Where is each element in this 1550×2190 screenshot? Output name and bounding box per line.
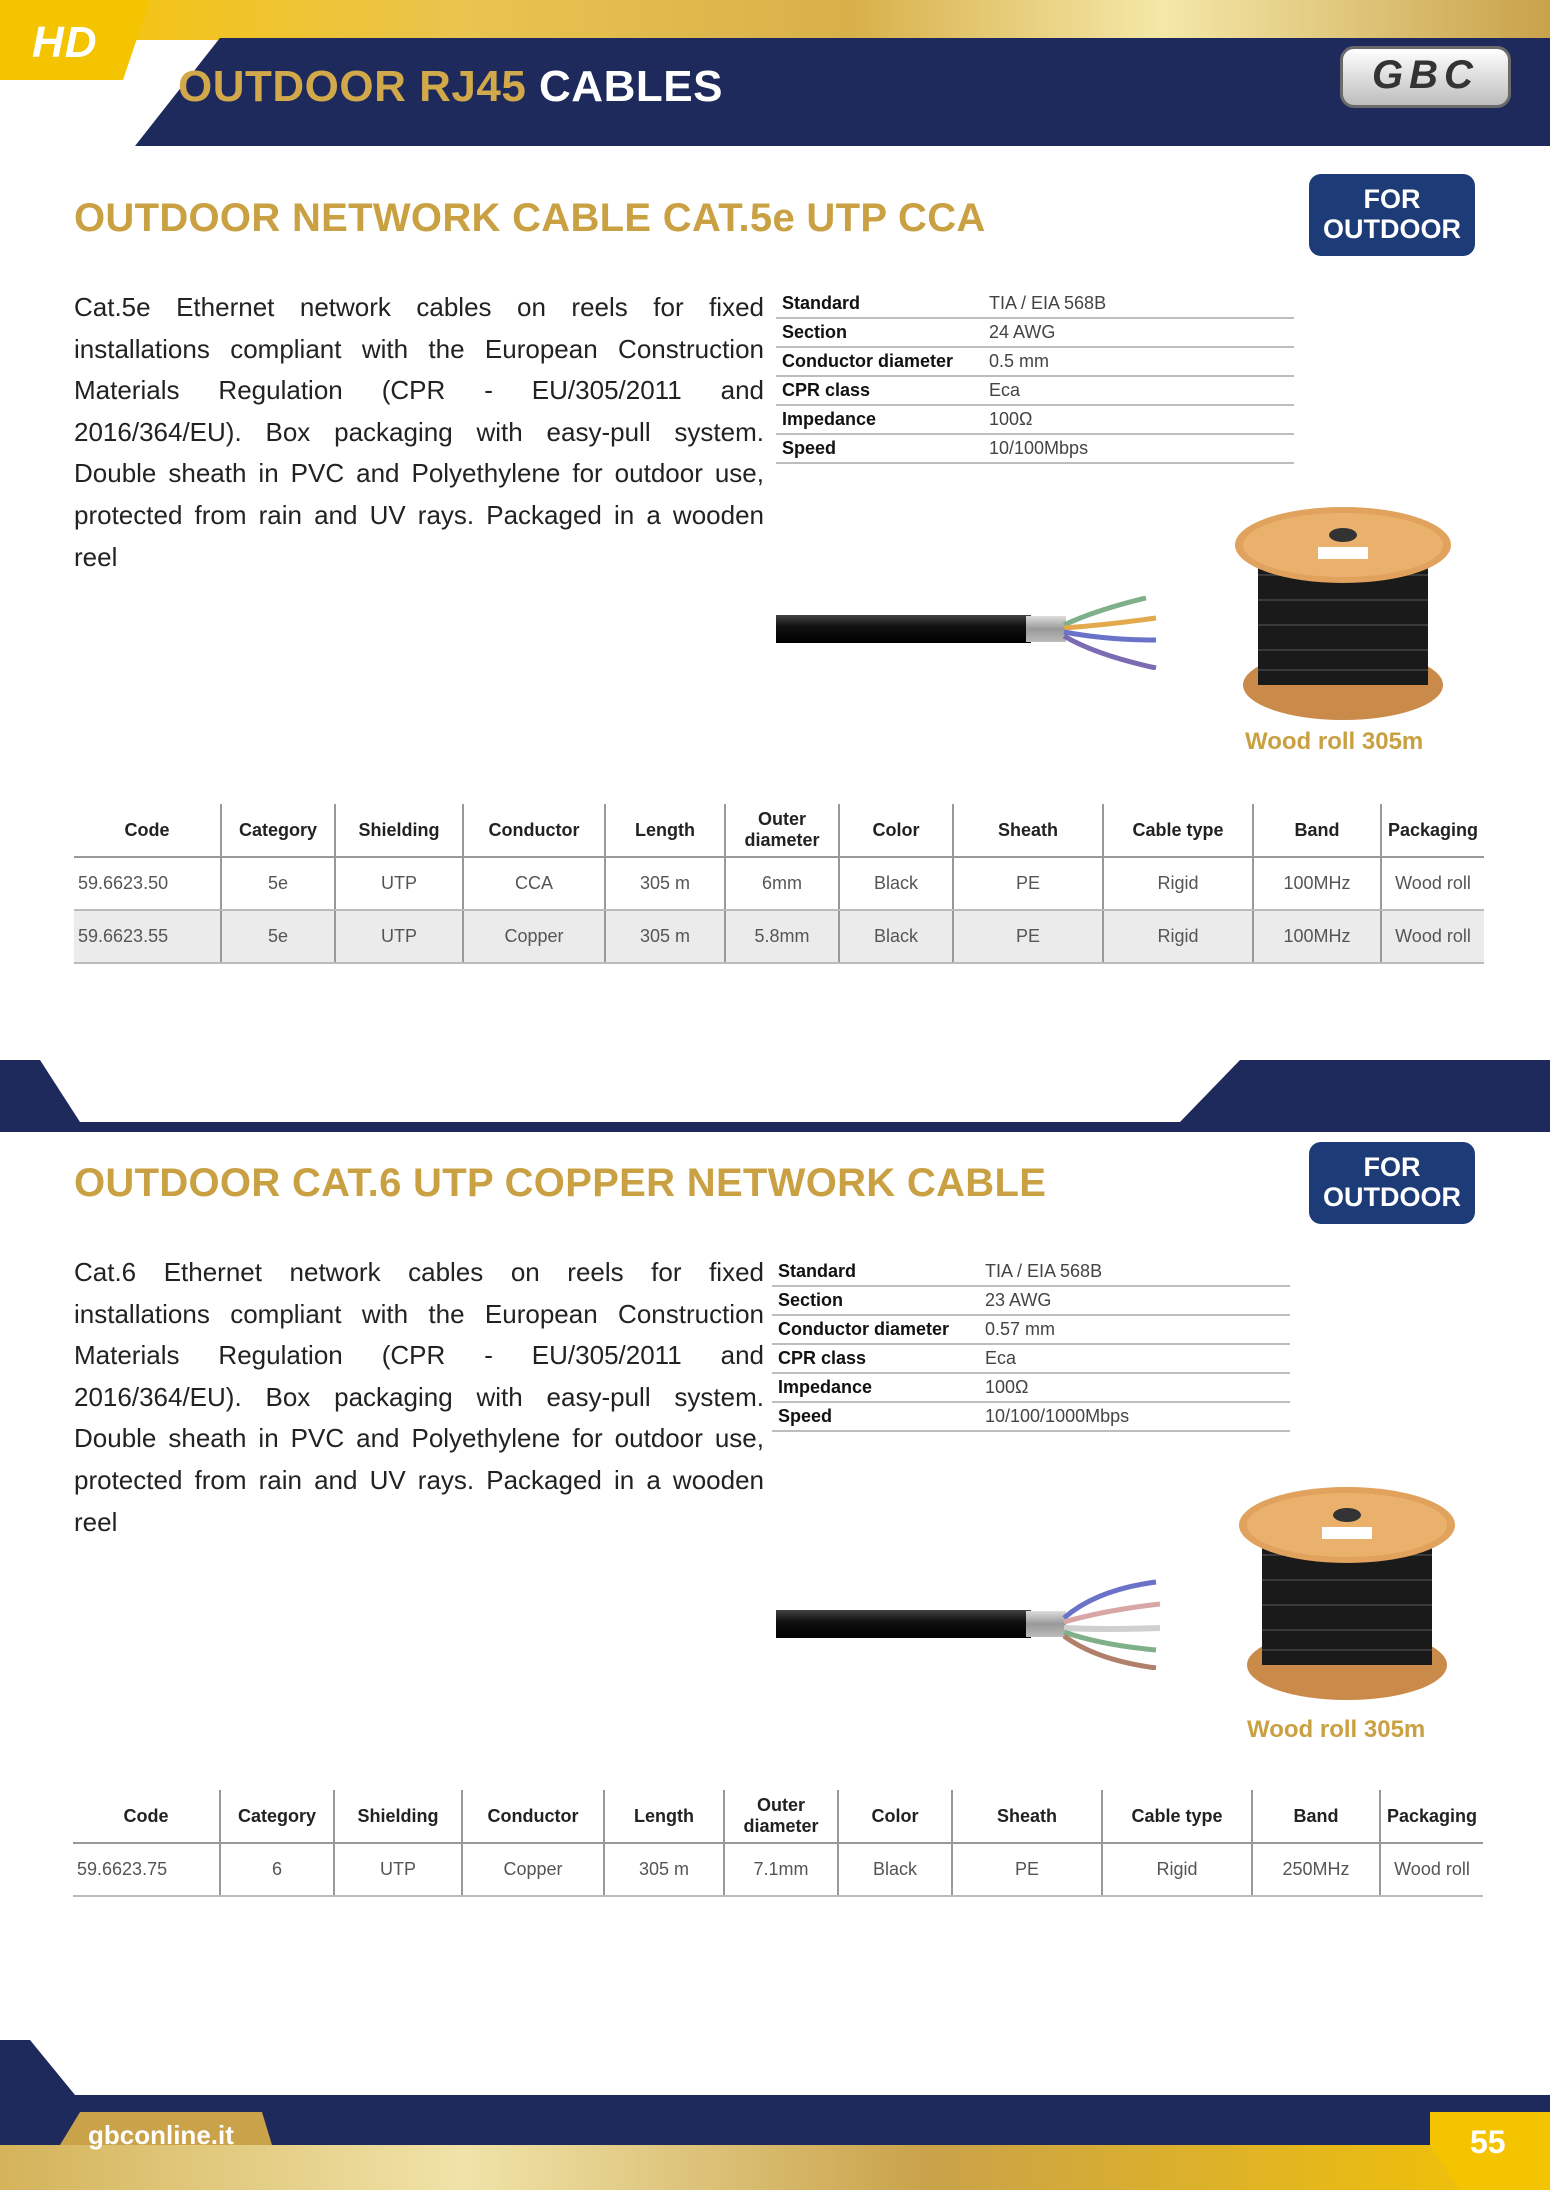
spec-row: [772, 1286, 1290, 1315]
col-header: Shielding: [334, 1790, 462, 1843]
col-header: Packaging: [1380, 1790, 1483, 1843]
col-header: Band: [1252, 1790, 1380, 1843]
col-header: Sheath: [953, 804, 1103, 857]
table-row: [74, 857, 1484, 910]
cell-category: 5e: [221, 857, 335, 910]
cell-cable-type: Rigid: [1102, 1843, 1252, 1896]
col-header: Category: [220, 1790, 334, 1843]
spec-row: [776, 376, 1294, 405]
spec-label: Impedance: [772, 1373, 979, 1402]
spec-label: Section: [776, 318, 983, 347]
cell-category: 6: [220, 1843, 334, 1896]
col-header: Code: [74, 804, 221, 857]
spec-label: Section: [772, 1286, 979, 1315]
col-header: Sheath: [952, 1790, 1102, 1843]
gbc-logo: GBC: [1340, 46, 1511, 108]
table-header-row: [73, 1790, 1483, 1843]
hd-logo: HD: [32, 18, 98, 67]
cell-length: 305 m: [605, 857, 725, 910]
section-1-title: OUTDOOR NETWORK CABLE CAT.5e UTP CCA: [74, 196, 986, 240]
spec-value: TIA / EIA 568B: [979, 1258, 1290, 1286]
spec-label: Impedance: [776, 405, 983, 434]
section-2-spec-table: [772, 1258, 1290, 1432]
section-2-description: Cat.6 Ethernet network cables on reels for fixed installations compliant with the European Construction Materials Regulation (CPR - EU/305/2011 and 2016/364/EU). Box packaging with easy-pull system. Double sheath in PVC and Polyethylene for outdoor use, protected from rain and UV rays. Packaged in a wooden reel: [74, 1257, 764, 1537]
spec-value: 100Ω: [983, 405, 1294, 434]
spec-label: Conductor diameter: [772, 1315, 979, 1344]
spec-label: CPR class: [772, 1344, 979, 1373]
spec-value: 0.57 mm: [979, 1315, 1290, 1344]
cell-packaging: Wood roll: [1380, 1843, 1483, 1896]
spec-value: 23 AWG: [979, 1286, 1290, 1315]
spec-row: [776, 347, 1294, 376]
spec-row: [776, 405, 1294, 434]
spec-label: Speed: [772, 1402, 979, 1431]
section-1-product-table: [74, 804, 1484, 964]
col-header: Code: [73, 1790, 220, 1843]
cell-band: 100MHz: [1253, 857, 1381, 910]
cell-code: 59.6623.55: [74, 910, 221, 963]
badge-line1: FOR: [1363, 1152, 1421, 1182]
cell-code: 59.6623.50: [74, 857, 221, 910]
page-title: [178, 62, 723, 112]
website-link[interactable]: gbconline.it: [88, 2120, 234, 2150]
spec-row: [776, 290, 1294, 318]
section-2-outdoor-badge: [1309, 1142, 1475, 1224]
spec-label: Speed: [776, 434, 983, 463]
spec-row: [772, 1315, 1290, 1344]
spec-value: 10/100Mbps: [983, 434, 1294, 463]
cell-outer-diameter: 5.8mm: [725, 910, 839, 963]
col-header: Conductor: [462, 1790, 604, 1843]
cell-sheath: PE: [953, 857, 1103, 910]
section-2-product-table: [73, 1790, 1483, 1897]
header-gold-bar: [0, 0, 1550, 40]
spec-value: 0.5 mm: [983, 347, 1294, 376]
badge-line1: FOR: [1363, 184, 1421, 214]
page-title-part2: CABLES: [539, 62, 723, 111]
cell-conductor: Copper: [463, 910, 605, 963]
spec-row: [772, 1344, 1290, 1373]
section-1-image-caption: Wood roll 305m: [1245, 728, 1424, 755]
cell-packaging: Wood roll: [1381, 857, 1484, 910]
wood-reel-image: [1233, 505, 1453, 725]
spec-row: [772, 1258, 1290, 1286]
cell-outer-diameter: 6mm: [725, 857, 839, 910]
spec-value: 100Ω: [979, 1373, 1290, 1402]
spec-label: Standard: [776, 290, 983, 318]
cell-conductor: Copper: [462, 1843, 604, 1896]
col-header: Length: [605, 804, 725, 857]
section-1-description: Cat.5e Ethernet network cables on reels for fixed installations compliant with the European Construction Materials Regulation (CPR - EU/305/2011 and 2016/364/EU). Box packaging with easy-pull system. Double sheath in PVC and Polyethylene for outdoor use, protected from rain and UV rays. Packaged in a wooden reel: [74, 292, 764, 572]
cell-shielding: UTP: [334, 1843, 462, 1896]
cell-color: Black: [838, 1843, 952, 1896]
cell-band: 250MHz: [1252, 1843, 1380, 1896]
spec-label: Conductor diameter: [776, 347, 983, 376]
footer-band: [0, 2040, 1550, 2190]
table-row: [73, 1843, 1483, 1896]
table-header-row: [74, 804, 1484, 857]
col-header: Color: [838, 1790, 952, 1843]
cell-sheath: PE: [953, 910, 1103, 963]
section-2-image-caption: Wood roll 305m: [1247, 1716, 1426, 1743]
cable-image: [776, 1570, 1176, 1670]
cable-image: [776, 570, 1176, 670]
section-1-outdoor-badge: [1309, 174, 1475, 256]
col-header: Band: [1253, 804, 1381, 857]
spec-value: 10/100/1000Mbps: [979, 1402, 1290, 1431]
cell-length: 305 m: [604, 1843, 724, 1896]
cell-packaging: Wood roll: [1381, 910, 1484, 963]
col-header: Outer diameter: [725, 804, 839, 857]
spec-value: TIA / EIA 568B: [983, 290, 1294, 318]
badge-line2: OUTDOOR: [1323, 1182, 1461, 1212]
spec-row: [776, 434, 1294, 463]
col-header: Color: [839, 804, 953, 857]
cell-code: 59.6623.75: [73, 1843, 220, 1896]
col-header: Cable type: [1103, 804, 1253, 857]
spec-label: Standard: [772, 1258, 979, 1286]
section-2-title: OUTDOOR CAT.6 UTP COPPER NETWORK CABLE: [74, 1161, 1047, 1205]
section-1-spec-table: [776, 290, 1294, 464]
col-header: Cable type: [1102, 1790, 1252, 1843]
badge-line2: OUTDOOR: [1323, 214, 1461, 244]
cell-band: 100MHz: [1253, 910, 1381, 963]
spec-row: [776, 318, 1294, 347]
cell-color: Black: [839, 910, 953, 963]
cell-shielding: UTP: [335, 857, 463, 910]
table-row: [74, 910, 1484, 963]
cell-shielding: UTP: [335, 910, 463, 963]
cell-outer-diameter: 7.1mm: [724, 1843, 838, 1896]
cell-length: 305 m: [605, 910, 725, 963]
spec-row: [772, 1402, 1290, 1431]
col-header: Packaging: [1381, 804, 1484, 857]
page-title-part1: OUTDOOR RJ45: [178, 62, 527, 111]
cell-category: 5e: [221, 910, 335, 963]
col-header: Category: [221, 804, 335, 857]
spec-row: [772, 1373, 1290, 1402]
col-header: Length: [604, 1790, 724, 1843]
wood-reel-image: [1237, 1485, 1457, 1705]
spec-value: Eca: [983, 376, 1294, 405]
col-header: Outer diameter: [724, 1790, 838, 1843]
spec-value: 24 AWG: [983, 318, 1294, 347]
cell-cable-type: Rigid: [1103, 857, 1253, 910]
col-header: Conductor: [463, 804, 605, 857]
section-separator: [0, 1060, 1550, 1132]
cell-sheath: PE: [952, 1843, 1102, 1896]
spec-label: CPR class: [776, 376, 983, 405]
page-number: 55: [1470, 2124, 1506, 2160]
cell-color: Black: [839, 857, 953, 910]
cell-cable-type: Rigid: [1103, 910, 1253, 963]
col-header: Shielding: [335, 804, 463, 857]
spec-value: Eca: [979, 1344, 1290, 1373]
cell-conductor: CCA: [463, 857, 605, 910]
